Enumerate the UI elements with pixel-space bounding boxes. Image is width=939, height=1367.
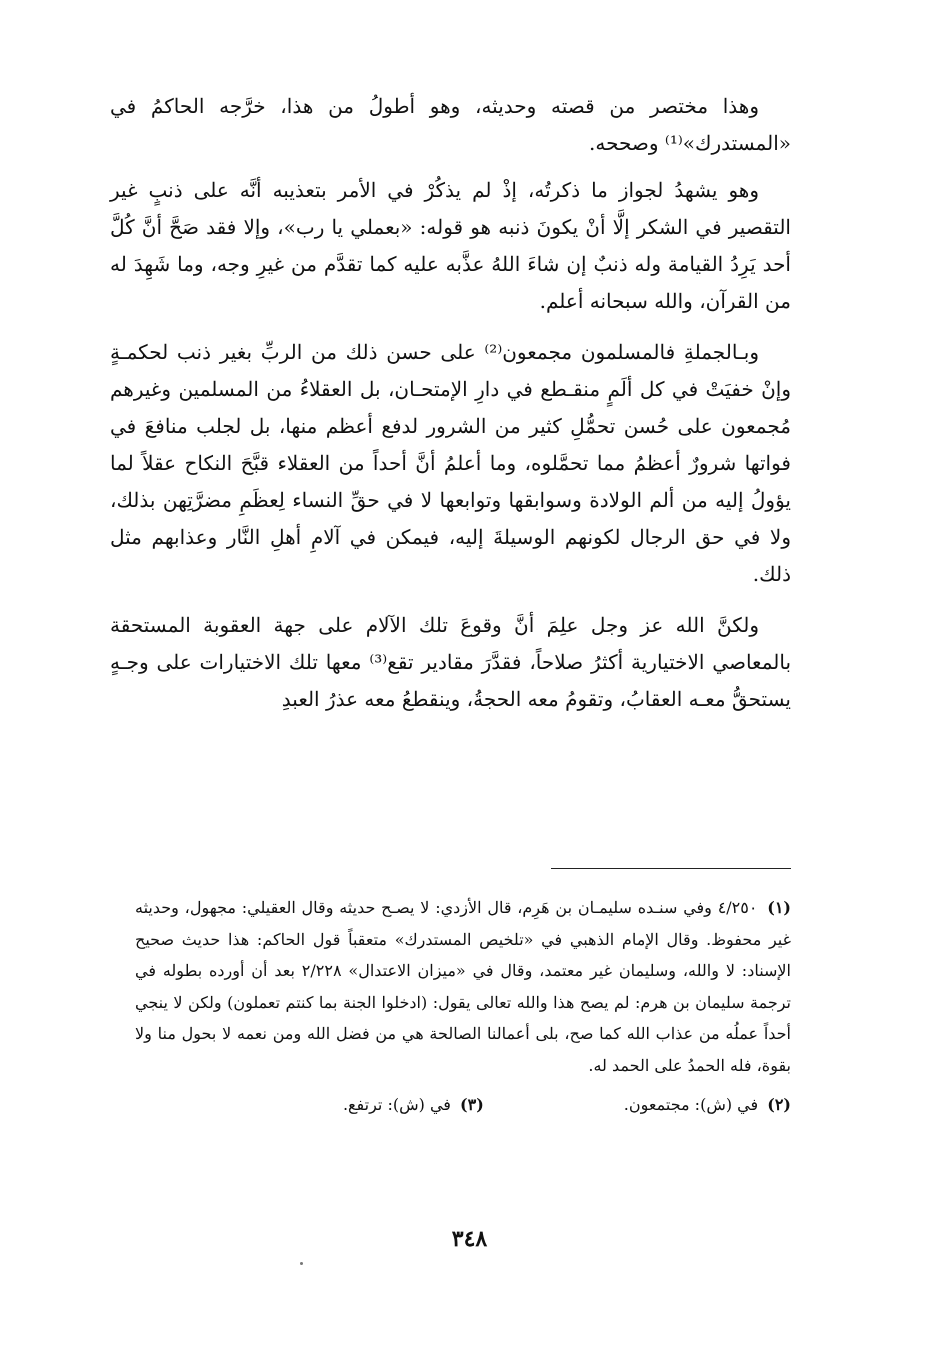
footnote-3-number: (٣) xyxy=(460,1095,484,1114)
paragraph-3: وبـالجملةِ فالمسلمون مجمعون⁽²⁾ على حسن ذلك من الربِّ بغير ذنب لحكمـةٍ وإنْ خفيَتْ في كل ألَمٍ منقـطع في دارِ الإمتحـان، بل العقلاءُ من المسلمين وغيرهم مُجمعون على حُسن تحمُّلِ كثير من الشرور لدفع أعظم منها، بل لجلب منافعَ في فواتها شرورٌ أعظمُ مما تحمَّلوه، وما أعلمُ أنَّ أحداً من العقلاء قبَّحَ النكاح عقلاً لما يؤولُ إليه من ألم الولادة وسوابقها وتوابعها لا في حقِّ النساء لِعظَمِ مضرَّتِهن بذلك، ولا في حق الرجال لكونهم الوسيلةَ إليه، فيمكن في آلامِ أهلِ النَّار وعذابهم مثل ذلك. xyxy=(110,340,791,586)
main-text xyxy=(110,82,791,718)
footnote-1 xyxy=(135,892,791,1081)
footnotes xyxy=(135,892,791,1121)
footnote-2 xyxy=(624,1089,791,1121)
scan-speck xyxy=(300,1262,303,1265)
footnote-3-text: في (ش): ترتفع. xyxy=(342,1095,451,1114)
footnote-3 xyxy=(343,1089,484,1121)
footnote-row xyxy=(135,1089,791,1121)
paragraph-2: وهو يشهدُ لجواز ما ذكرتُه، إذْ لم يذكُرْ في الأمر بتعذيبه أنَّه على ذنبٍ غير التقصير في الشكر إلَّا أنْ يكونَ ذنبه هو قوله: «بعملي يا رب»، وإلا فقد صَحَّ أنَّ كُلَّ أحد يَرِدُ القيامة وله ذنبٌ إن شاءَ اللهُ عذَّبه عليه كما تقدَّم من غيرِ وجه، وما شَهِدَ له من القرآن، والله سبحانه أعلم. xyxy=(110,178,791,313)
footnote-1-text: ٤/٢٥٠ وفي سنـده سليمـان بن هَرِم، قال الأزدي: لا يصـح حديثه وقال العقيلي: مجهول، وحديثه غير محفوظ. وقال الإمام الذهبي في «تلخيص المستدرك» متعقباً قول الحاكم: هذا حديث صحيح الإسناد: لا والله، وسليمان غير معتمد، وقال في «ميزان الاعتدال» ٢/٢٢٨ بعد أن أورده بطوله في ترجمة سليمان بن هرم: لم يصح هذا والله تعالى يقول: (ادخلوا الجنة بما كنتم تعملون) ولكن لا ينجي أحداً عملُه من عذاب الله كما صح، بلى أعمالنا الصالحة هي من فضل الله ومن نعمه لا بحول منا ولا بقوة، فله الحمدُ على الحمد له. xyxy=(135,898,791,1075)
page-number: ٣٤٨ xyxy=(451,1226,488,1252)
footnote-separator xyxy=(551,868,791,869)
paragraph-4: ولكنَّ الله عز وجل علِمَ أنَّ وقوعَ تلك الآلام على جهة العقوبة المستحقة بالمعاصي الاختيارية أكثرُ صلاحاً، فقدَّرَ مقادير تقع⁽³⁾ معها تلك الاختيارات على وجـهٍ يستحقُّ معـه العقابُ، وتقومُ معه الحجةُ، وينقطعُ معه عذرُ العبدِ xyxy=(110,613,792,711)
paragraph-1: وهذا مختصر من قصته وحديثه، وهو أطولُ من هذا، خرَّجه الحاكمُ في «المستدرك»⁽¹⁾ وصححه. xyxy=(110,94,791,155)
footnote-2-number: (٢) xyxy=(767,1095,791,1114)
footnote-2-text: في (ش): مجتمعون. xyxy=(623,1095,759,1114)
footnote-1-number: (١) xyxy=(767,898,791,917)
